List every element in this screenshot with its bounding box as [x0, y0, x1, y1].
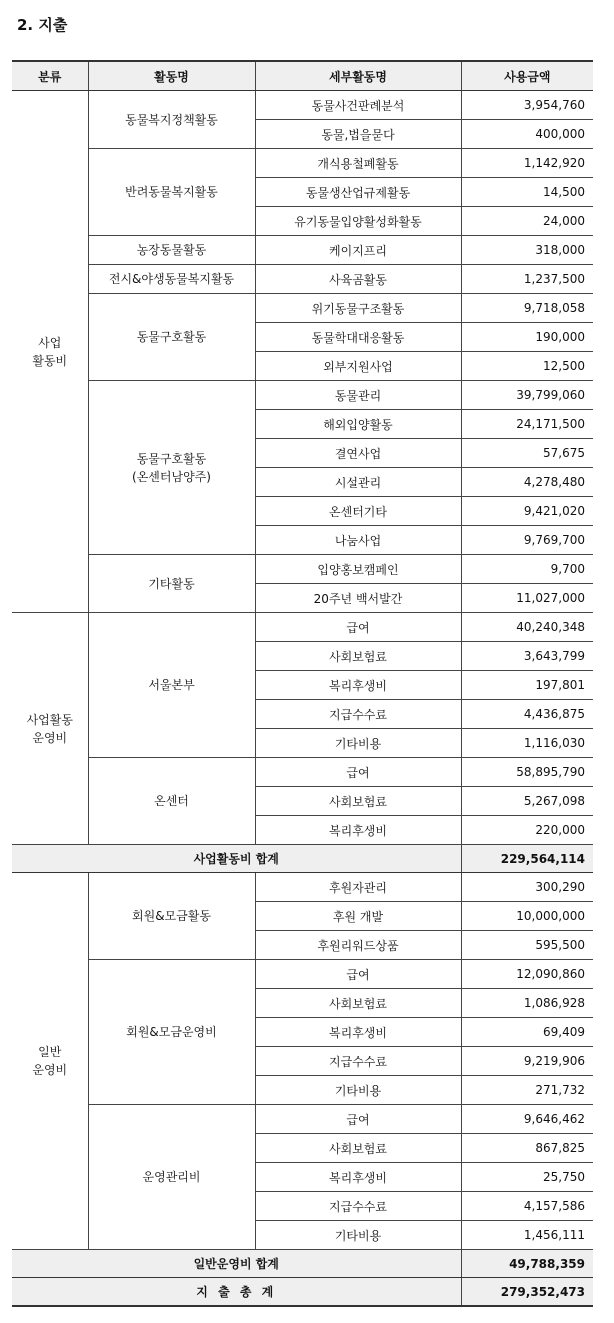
detail-cell: 기타비용 — [255, 1221, 461, 1250]
detail-cell: 기타비용 — [255, 729, 461, 758]
amount-cell: 595,500 — [461, 931, 593, 960]
expenditure-table — [12, 60, 593, 1307]
header-amount: 사용금액 — [461, 61, 593, 91]
amount-cell: 9,421,020 — [461, 497, 593, 526]
detail-cell: 복리후생비 — [255, 816, 461, 845]
detail-cell: 기타비용 — [255, 1076, 461, 1105]
activity-cell: 회원&모금운영비 — [88, 960, 255, 1105]
detail-cell: 온센터기타 — [255, 497, 461, 526]
detail-cell: 지급수수료 — [255, 700, 461, 729]
detail-cell: 지급수수료 — [255, 1047, 461, 1076]
category-label: 사업 — [38, 335, 62, 350]
detail-cell: 급여 — [255, 613, 461, 642]
amount-cell: 1,142,920 — [461, 149, 593, 178]
amount-cell: 1,237,500 — [461, 265, 593, 294]
detail-cell: 복리후생비 — [255, 1163, 461, 1192]
detail-cell: 사회보험료 — [255, 989, 461, 1018]
amount-cell: 3,643,799 — [461, 642, 593, 671]
amount-cell: 69,409 — [461, 1018, 593, 1047]
amount-cell: 58,895,790 — [461, 758, 593, 787]
amount-cell: 5,267,098 — [461, 787, 593, 816]
activity-cell: 회원&모금활동 — [88, 873, 255, 960]
category-cell — [12, 873, 88, 1250]
detail-cell: 급여 — [255, 1105, 461, 1134]
amount-cell: 11,027,000 — [461, 584, 593, 613]
activity-sublabel: (온센터남양주) — [132, 469, 211, 484]
header-detail: 세부활동명 — [255, 61, 461, 91]
table-row — [12, 149, 593, 178]
amount-cell: 14,500 — [461, 178, 593, 207]
table-row — [12, 960, 593, 989]
table-row — [12, 265, 593, 294]
amount-cell: 867,825 — [461, 1134, 593, 1163]
activity-cell: 농장동물활동 — [88, 236, 255, 265]
amount-cell: 197,801 — [461, 671, 593, 700]
activity-cell: 동물구호활동 — [88, 294, 255, 381]
detail-cell: 동물관리 — [255, 381, 461, 410]
subtotal-value: 49,788,359 — [461, 1250, 593, 1278]
amount-cell: 39,799,060 — [461, 381, 593, 410]
amount-cell: 57,675 — [461, 439, 593, 468]
category-cell — [12, 613, 88, 845]
amount-cell: 3,954,760 — [461, 91, 593, 120]
subtotal-row-general — [12, 1250, 593, 1278]
amount-cell: 4,157,586 — [461, 1192, 593, 1221]
detail-cell: 후원리워드상품 — [255, 931, 461, 960]
detail-cell: 동물,법을묻다 — [255, 120, 461, 149]
grand-total-row — [12, 1278, 593, 1307]
detail-cell: 사육곰활동 — [255, 265, 461, 294]
detail-cell: 결연사업 — [255, 439, 461, 468]
detail-cell: 사회보험료 — [255, 642, 461, 671]
category-label: 운영비 — [32, 1063, 68, 1077]
amount-cell: 1,116,030 — [461, 729, 593, 758]
amount-cell: 9,700 — [461, 555, 593, 584]
table-row — [12, 381, 593, 410]
detail-cell: 사회보험료 — [255, 787, 461, 816]
table-row — [12, 1105, 593, 1134]
detail-cell: 시설관리 — [255, 468, 461, 497]
category-label: 활동비 — [32, 353, 68, 368]
detail-cell: 복리후생비 — [255, 671, 461, 700]
activity-cell: 전시&야생동물복지활동 — [88, 265, 255, 294]
category-label: 일반 — [38, 1045, 62, 1059]
activity-cell — [88, 381, 255, 555]
header-activity: 활동명 — [88, 61, 255, 91]
amount-cell: 40,240,348 — [461, 613, 593, 642]
detail-cell: 유기동물입양활성화활동 — [255, 207, 461, 236]
detail-cell: 복리후생비 — [255, 1018, 461, 1047]
activity-cell: 서울본부 — [88, 613, 255, 758]
table-header-row — [12, 61, 593, 91]
activity-cell: 기타활동 — [88, 555, 255, 613]
activity-cell: 동물복지정책활동 — [88, 91, 255, 149]
detail-cell: 해외입양활동 — [255, 410, 461, 439]
table-row — [12, 236, 593, 265]
table-row — [12, 613, 593, 642]
detail-cell: 동물학대대응활동 — [255, 323, 461, 352]
amount-cell: 4,436,875 — [461, 700, 593, 729]
amount-cell: 271,732 — [461, 1076, 593, 1105]
subtotal-row-business — [12, 845, 593, 873]
detail-cell: 개식용철폐활동 — [255, 149, 461, 178]
amount-cell: 300,290 — [461, 873, 593, 902]
detail-cell: 후원자관리 — [255, 873, 461, 902]
category-label: 운영비 — [32, 730, 68, 745]
amount-cell: 24,000 — [461, 207, 593, 236]
table-row — [12, 294, 593, 323]
grand-total-label: 지 출 총 계 — [12, 1278, 461, 1307]
subtotal-value: 229,564,114 — [461, 845, 593, 873]
detail-cell: 나눔사업 — [255, 526, 461, 555]
detail-cell: 사회보험료 — [255, 1134, 461, 1163]
section-title: 2. 지출 — [17, 16, 68, 34]
amount-cell: 4,278,480 — [461, 468, 593, 497]
amount-cell: 400,000 — [461, 120, 593, 149]
amount-cell: 220,000 — [461, 816, 593, 845]
activity-cell: 온센터 — [88, 758, 255, 845]
amount-cell: 9,769,700 — [461, 526, 593, 555]
activity-cell: 운영관리비 — [88, 1105, 255, 1250]
detail-cell: 후원 개발 — [255, 902, 461, 931]
table-row — [12, 758, 593, 787]
table-row — [12, 555, 593, 584]
amount-cell: 12,500 — [461, 352, 593, 381]
amount-cell: 1,086,928 — [461, 989, 593, 1018]
amount-cell: 12,090,860 — [461, 960, 593, 989]
amount-cell: 24,171,500 — [461, 410, 593, 439]
subtotal-label: 일반운영비 합계 — [12, 1250, 461, 1278]
amount-cell: 25,750 — [461, 1163, 593, 1192]
table-row — [12, 873, 593, 902]
detail-cell: 동물생산업규제활동 — [255, 178, 461, 207]
amount-cell: 10,000,000 — [461, 902, 593, 931]
subtotal-label: 사업활동비 합계 — [12, 845, 461, 873]
detail-cell: 케이지프리 — [255, 236, 461, 265]
detail-cell: 급여 — [255, 758, 461, 787]
amount-cell: 9,718,058 — [461, 294, 593, 323]
amount-cell: 190,000 — [461, 323, 593, 352]
detail-cell: 급여 — [255, 960, 461, 989]
detail-cell: 위기동물구조활동 — [255, 294, 461, 323]
category-label: 사업활동 — [26, 712, 73, 727]
detail-cell: 동물사건판례분석 — [255, 91, 461, 120]
amount-cell: 1,456,111 — [461, 1221, 593, 1250]
category-cell — [12, 91, 88, 613]
activity-cell: 반려동물복지활동 — [88, 149, 255, 236]
detail-cell: 20주년 백서발간 — [255, 584, 461, 613]
detail-cell: 입양홍보캠페인 — [255, 555, 461, 584]
detail-cell: 외부지원사업 — [255, 352, 461, 381]
amount-cell: 318,000 — [461, 236, 593, 265]
table-row — [12, 91, 593, 120]
grand-total-value: 279,352,473 — [461, 1278, 593, 1307]
amount-cell: 9,219,906 — [461, 1047, 593, 1076]
amount-cell: 9,646,462 — [461, 1105, 593, 1134]
header-category: 분류 — [12, 61, 88, 91]
detail-cell: 지급수수료 — [255, 1192, 461, 1221]
activity-label: 동물구호활동 — [136, 451, 207, 466]
